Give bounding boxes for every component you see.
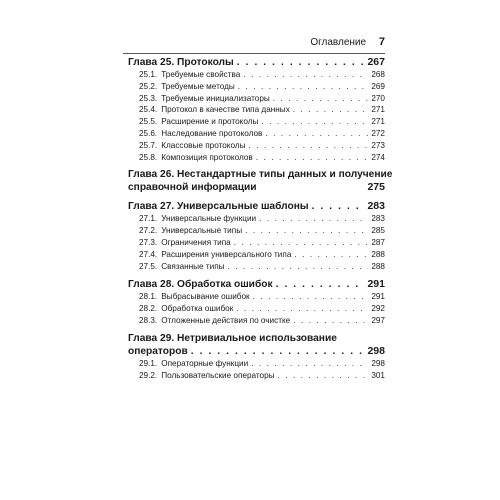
entry-number: 25.3. — [139, 93, 158, 103]
chapter-26-heading[interactable] — [128, 169, 393, 194]
entry-page: 297 — [371, 315, 385, 325]
entry-title: Выбрасывание ошибок — [161, 292, 250, 302]
toc-entry[interactable] — [128, 93, 385, 105]
dot-leader — [278, 370, 369, 382]
dot-leader — [228, 261, 369, 273]
entry-number: 25.8. — [139, 152, 158, 162]
dot-leader — [259, 213, 368, 225]
entry-title: Операторные функции — [161, 358, 249, 368]
dot-leader — [251, 358, 368, 370]
dot-leader — [253, 291, 369, 303]
entry-page: 274 — [371, 152, 385, 162]
chapter-page: 291 — [367, 278, 385, 291]
entry-title: Отложенные действия по очистке — [161, 315, 291, 325]
header-page-number: 7 — [378, 36, 385, 48]
dot-leader — [238, 81, 369, 93]
chapter-title-line-2-row — [128, 345, 385, 358]
chapter-title: Глава 28. Обработка ошибок — [128, 279, 273, 291]
chapter-title-line-2: операторов — [128, 345, 188, 357]
toc-entry[interactable] — [128, 69, 385, 81]
dot-leader — [256, 152, 369, 164]
toc-entry[interactable] — [128, 225, 385, 237]
entry-page: 271 — [371, 105, 385, 115]
entry-title: Протокол в качестве типа данных — [161, 105, 290, 115]
running-header — [123, 36, 385, 54]
entry-page: 272 — [371, 128, 385, 138]
entry-number: 25.4. — [139, 105, 158, 115]
toc-entry[interactable] — [128, 213, 385, 225]
table-of-contents — [128, 56, 393, 381]
entry-number: 29.1. — [139, 358, 158, 368]
entry-page: 288 — [371, 249, 385, 259]
toc-entry[interactable] — [128, 81, 385, 93]
entry-page: 285 — [371, 226, 385, 236]
toc-entry[interactable] — [128, 315, 385, 327]
entry-number: 27.1. — [139, 214, 158, 224]
dot-leader — [191, 346, 365, 358]
dot-leader — [245, 225, 368, 237]
entry-title: Композиция протоколов — [161, 152, 253, 162]
entry-page: 271 — [371, 117, 385, 127]
dot-leader — [294, 249, 368, 261]
dot-leader — [237, 57, 365, 69]
entry-number: 27.2. — [139, 226, 158, 236]
dot-leader — [273, 93, 369, 105]
entry-page: 287 — [371, 237, 385, 247]
toc-entry[interactable] — [128, 249, 385, 261]
chapter-29-heading[interactable] — [128, 333, 385, 358]
toc-entry[interactable] — [128, 237, 385, 249]
entry-page: 269 — [371, 81, 385, 91]
toc-entry[interactable] — [128, 104, 385, 116]
chapter-page: 275 — [367, 181, 385, 194]
entry-page: 288 — [371, 261, 385, 271]
chapter-page: 283 — [367, 200, 385, 213]
entry-page: 298 — [371, 358, 385, 368]
dot-leader — [243, 69, 368, 81]
chapter-25-heading[interactable] — [128, 56, 385, 69]
toc-entry[interactable] — [128, 303, 385, 315]
entry-number: 25.2. — [139, 81, 158, 91]
entry-page: 292 — [371, 304, 385, 314]
dot-leader — [293, 315, 368, 327]
toc-entry[interactable] — [128, 370, 385, 382]
dot-leader — [234, 237, 369, 249]
chapter-page: 298 — [367, 344, 385, 357]
chapter-title-line-1: Глава 29. Нетривиальное использование — [128, 332, 337, 344]
entry-title: Связанные типы — [161, 261, 225, 271]
entry-number: 27.4. — [139, 249, 158, 259]
chapter-28-heading[interactable] — [128, 278, 385, 291]
toc-entry[interactable] — [128, 152, 385, 164]
entry-title: Пользовательские операторы — [161, 370, 275, 380]
entry-page: 273 — [371, 140, 385, 150]
entry-number: 25.7. — [139, 140, 158, 150]
chapter-page: 267 — [367, 56, 385, 68]
entry-number: 29.2. — [139, 370, 158, 380]
dot-leader — [276, 279, 365, 291]
toc-entry[interactable] — [128, 140, 385, 152]
entry-title: Расширения универсального типа — [161, 249, 292, 259]
entry-title: Универсальные типы — [161, 226, 243, 236]
chapter-title: Глава 27. Универсальные шаблоны — [128, 201, 309, 213]
entry-title: Требуемые инициализаторы — [161, 93, 270, 103]
entry-number: 25.1. — [139, 70, 158, 79]
toc-entry[interactable] — [128, 358, 385, 370]
entry-page: 268 — [371, 70, 385, 79]
entry-title: Ограничения типа — [161, 237, 231, 247]
chapter-title-line-2: справочной информации — [128, 182, 257, 194]
entry-number: 28.3. — [139, 315, 158, 325]
toc-entry[interactable] — [128, 291, 385, 303]
chapter-title: Глава 25. Протоколы — [128, 57, 234, 68]
chapter-27-heading[interactable] — [128, 200, 385, 213]
entry-title: Классовые протоколы — [161, 140, 246, 150]
entry-number: 28.2. — [139, 304, 158, 314]
chapter-title-line-1: Глава 26. Нестандартные типы данных и получение — [128, 169, 393, 181]
entry-title: Наследование протоколов — [161, 128, 263, 138]
entry-number: 27.5. — [139, 261, 158, 271]
entry-number: 27.3. — [139, 237, 158, 247]
entry-number: 25.6. — [139, 128, 158, 138]
dot-leader — [265, 128, 368, 140]
entry-number: 28.1. — [139, 292, 158, 302]
toc-entry[interactable] — [128, 261, 385, 273]
dot-leader — [312, 201, 365, 213]
entry-title: Расширение и протоколы — [161, 117, 259, 127]
entry-title: Обработка ошибок — [161, 304, 234, 314]
chapter-title-line-2-row — [128, 181, 385, 194]
toc-entry[interactable] — [128, 128, 385, 140]
dot-leader — [249, 140, 369, 152]
entry-page: 301 — [371, 370, 385, 380]
dot-leader — [261, 116, 368, 128]
entry-page: 291 — [371, 292, 385, 302]
entry-title: Требуемые свойства — [161, 70, 241, 79]
entry-title: Требуемые методы — [161, 81, 235, 91]
dot-leader — [293, 104, 369, 116]
dot-leader — [236, 303, 368, 315]
entry-title: Универсальные функции — [161, 214, 257, 224]
entry-page: 270 — [371, 93, 385, 103]
entry-page: 283 — [371, 214, 385, 224]
entry-number: 25.5. — [139, 117, 158, 127]
header-title: Оглавление — [310, 37, 367, 48]
toc-entry[interactable] — [128, 116, 385, 128]
